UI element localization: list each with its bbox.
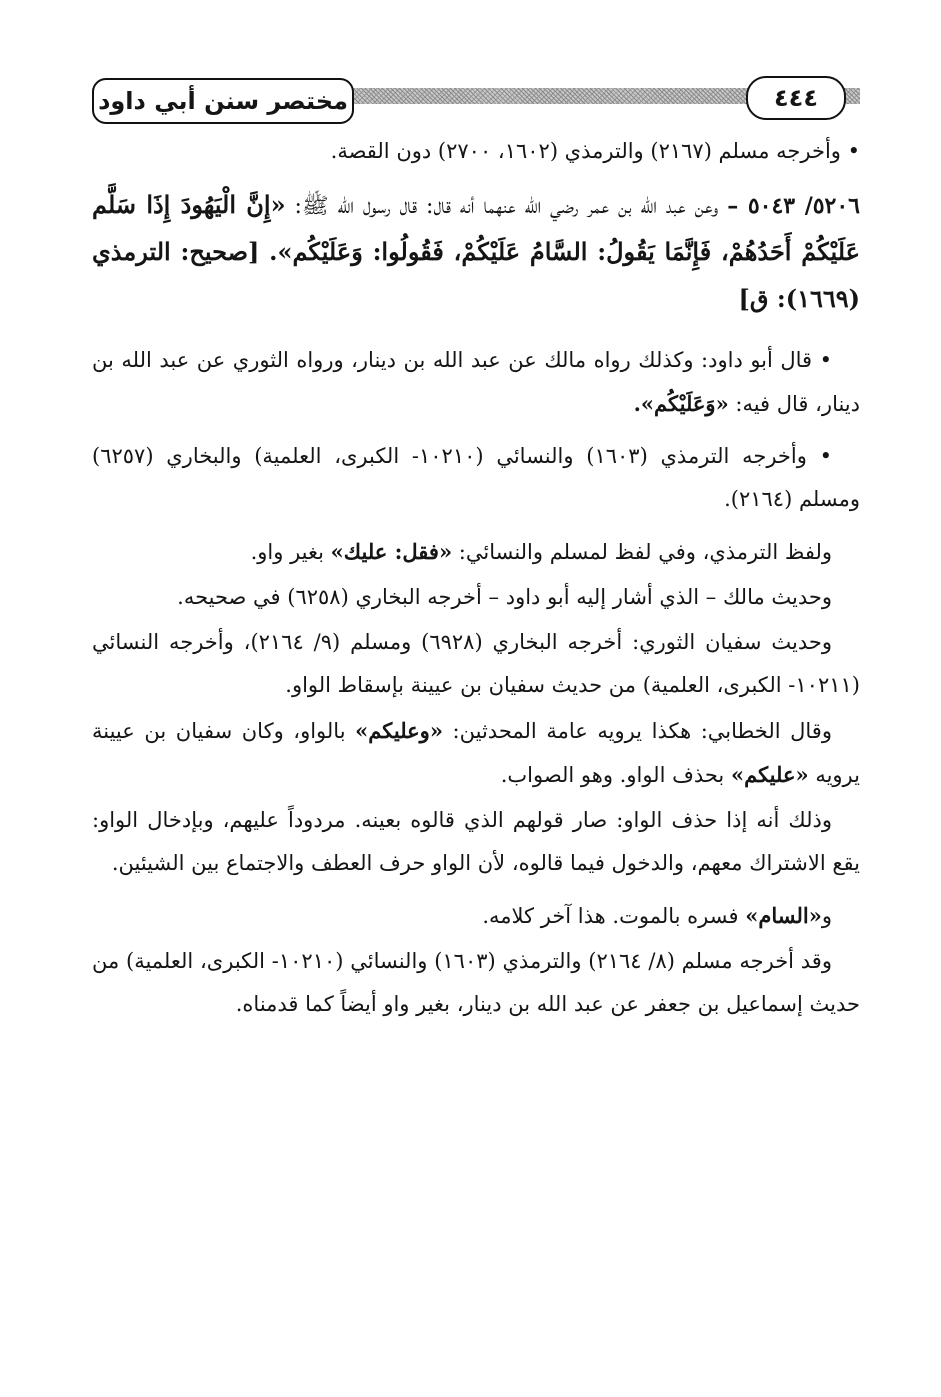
note-text: وحديث سفيان الثوري: أخرجه البخاري (٦٩٢٨) ومسلم (٩/ ٢١٦٤)، وأخرجه النسائي (١٠٢١١- الكبرى، العلمية) من حديث سفيان بن عيينة بإسقاط الواو. (92, 630, 860, 697)
quoted-phrase: «السام» (745, 903, 822, 928)
note-text: • قال أبو داود: وكذلك رواه مالك عن عبد الله بن دينار، ورواه الثوري عن عبد الله بن دينار، قال فيه: (92, 348, 860, 416)
note-text: • وأخرجه الترمذي (١٦٠٣) والنسائي (١٠٢١٠- الكبرى، العلمية) والبخاري (٦٢٥٧) ومسلم (٢١٦٤). (92, 444, 860, 511)
quoted-phrase: «وَعَلَيْكُم». (633, 391, 729, 416)
note-abu-dawud (92, 339, 860, 426)
hadith-5206 (92, 182, 860, 323)
note-takhrij (92, 435, 860, 521)
book-title (92, 78, 354, 124)
hadith-number: ٥٢٠٦/ ٥٠٤٣ – (727, 193, 860, 219)
note-khattabi (92, 709, 860, 797)
page-number (746, 76, 846, 120)
note-text: وقال الخطابي: هكذا يرويه عامة المحدثين: (452, 719, 832, 743)
note-final-takhrij (92, 940, 860, 1026)
note-text: فسره بالموت. هذا آخر كلامه. (482, 904, 739, 928)
page-number-text: ٤٤٤ (774, 84, 818, 112)
note-text: وقد أخرجه مسلم (٨/ ٢١٦٤) والترمذي (١٦٠٣) والنسائي (١٠٢١٠- الكبرى، العلمية) من حديث إسماعيل بن جعفر عن عبد الله بن دينار، بغير واو أيضاً كما قدمناه. (92, 949, 860, 1016)
note-text: بحذف الواو. وهو الصواب. (500, 763, 725, 787)
note-lafz (92, 530, 860, 574)
page-body (92, 130, 860, 1035)
hadith-matn: «إِنَّ الْيَهُودَ إِذَا سَلَّم عَلَيْكُمْ أَحَدُهُمْ، فَإِنَّمَا يَقُولُ: السَّامُ عَلَيْكُمْ، فَقُولُوا: وَعَلَيْكُم». [صحيح: الترمذي (١٦٦٩): ق] (92, 190, 860, 313)
quoted-phrase: «فقل: عليك» (330, 539, 453, 564)
note-text: بالواو، وكان سفيان بن عيينة يرويه (92, 719, 860, 787)
note-text: • وأخرجه مسلم (٢١٦٧) والترمذي (١٦٠٢، ٢٧٠٠) دون القصة. (330, 139, 860, 163)
note-text: وحديث مالك – الذي أشار إليه أبو داود – أخرجه البخاري (٦٢٥٨) في صحيحه. (177, 585, 832, 609)
quoted-phrase: «وعليكم» (355, 718, 443, 743)
note-text: وذلك أنه إذا حذف الواو: صار قولهم الذي قالوه بعينه. مردوداً عليهم، وبإدخال الواو: يقع الاشتراك معهم، والدخول فيما قالوه، لأن الواو حرف العطف والاجتماع بين الشيئين. (92, 808, 860, 875)
quoted-phrase: «عليكم» (730, 762, 809, 787)
note-malik (92, 576, 860, 619)
book-title-text: مختصر سنن أبي داود (98, 87, 348, 115)
note-text: بغير واو. (250, 540, 324, 564)
page-header (92, 74, 860, 126)
hadith-isnad: وعن عبد الله بن عمر رضي الله عنهما أنه قال: قال رسول الله ﷺ: (294, 194, 719, 219)
note-sufyan (92, 621, 860, 707)
note-muslim-tirmidhi (92, 130, 860, 173)
note-text: و (821, 904, 832, 928)
note-text: ولفظ الترمذي، وفي لفظ لمسلم والنسائي: (458, 540, 832, 564)
note-sam (92, 894, 860, 938)
note-explanation (92, 799, 860, 885)
